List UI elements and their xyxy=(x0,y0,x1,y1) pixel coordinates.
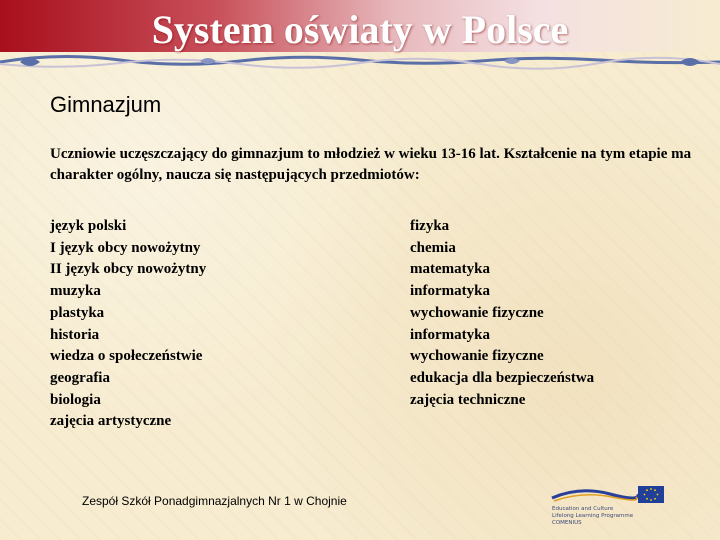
subject-item: edukacja dla bezpieczeństwa xyxy=(410,369,595,386)
subject-item: wychowanie fizyczne xyxy=(410,348,544,365)
ornament-divider xyxy=(0,52,720,72)
subject-item: informatyka xyxy=(410,326,490,343)
subject-item: plastyka xyxy=(50,304,105,321)
subject-item: informatyka xyxy=(410,283,490,300)
subject-item: historia xyxy=(50,326,100,343)
subject-item: zajęcia techniczne xyxy=(410,391,526,408)
subject-item: geografia xyxy=(50,369,110,386)
subject-item: I język obcy nowożytny xyxy=(50,239,201,256)
page-title: System oświaty w Polsce xyxy=(151,7,569,52)
eu-logo-line1: Education and Culture xyxy=(552,506,614,512)
subject-item: muzyka xyxy=(50,283,101,300)
eu-logo-line3: COMENIUS xyxy=(552,520,582,526)
subject-item: chemia xyxy=(410,239,456,256)
subjects-list-right xyxy=(410,216,710,411)
subject-item: język polski xyxy=(50,218,127,234)
section-heading: Gimnazjum xyxy=(50,92,162,117)
subject-item: II język obcy nowożytny xyxy=(50,261,207,278)
subject-item: wychowanie fizyczne xyxy=(410,304,544,321)
subject-item: fizyka xyxy=(410,218,450,234)
subjects-list-left xyxy=(50,216,350,433)
intro-paragraph: Uczniowie uczęszczający do gimnazjum to młodzież w wieku 13-16 lat. Kształcenie na tym etapie ma charakter ogólny, naucza się następujących przedmiotów: xyxy=(50,146,692,183)
subject-item: matematyka xyxy=(410,261,490,278)
school-name: Zespół Szkół Ponadgimnazjalnych Nr 1 w Chojnie xyxy=(82,494,347,508)
subject-item: zajęcia artystyczne xyxy=(50,413,172,430)
subject-item: biologia xyxy=(50,391,101,408)
eu-logo-line2: Lifelong Learning Programme xyxy=(552,513,634,519)
subject-item: wiedza o społeczeństwie xyxy=(50,348,203,365)
